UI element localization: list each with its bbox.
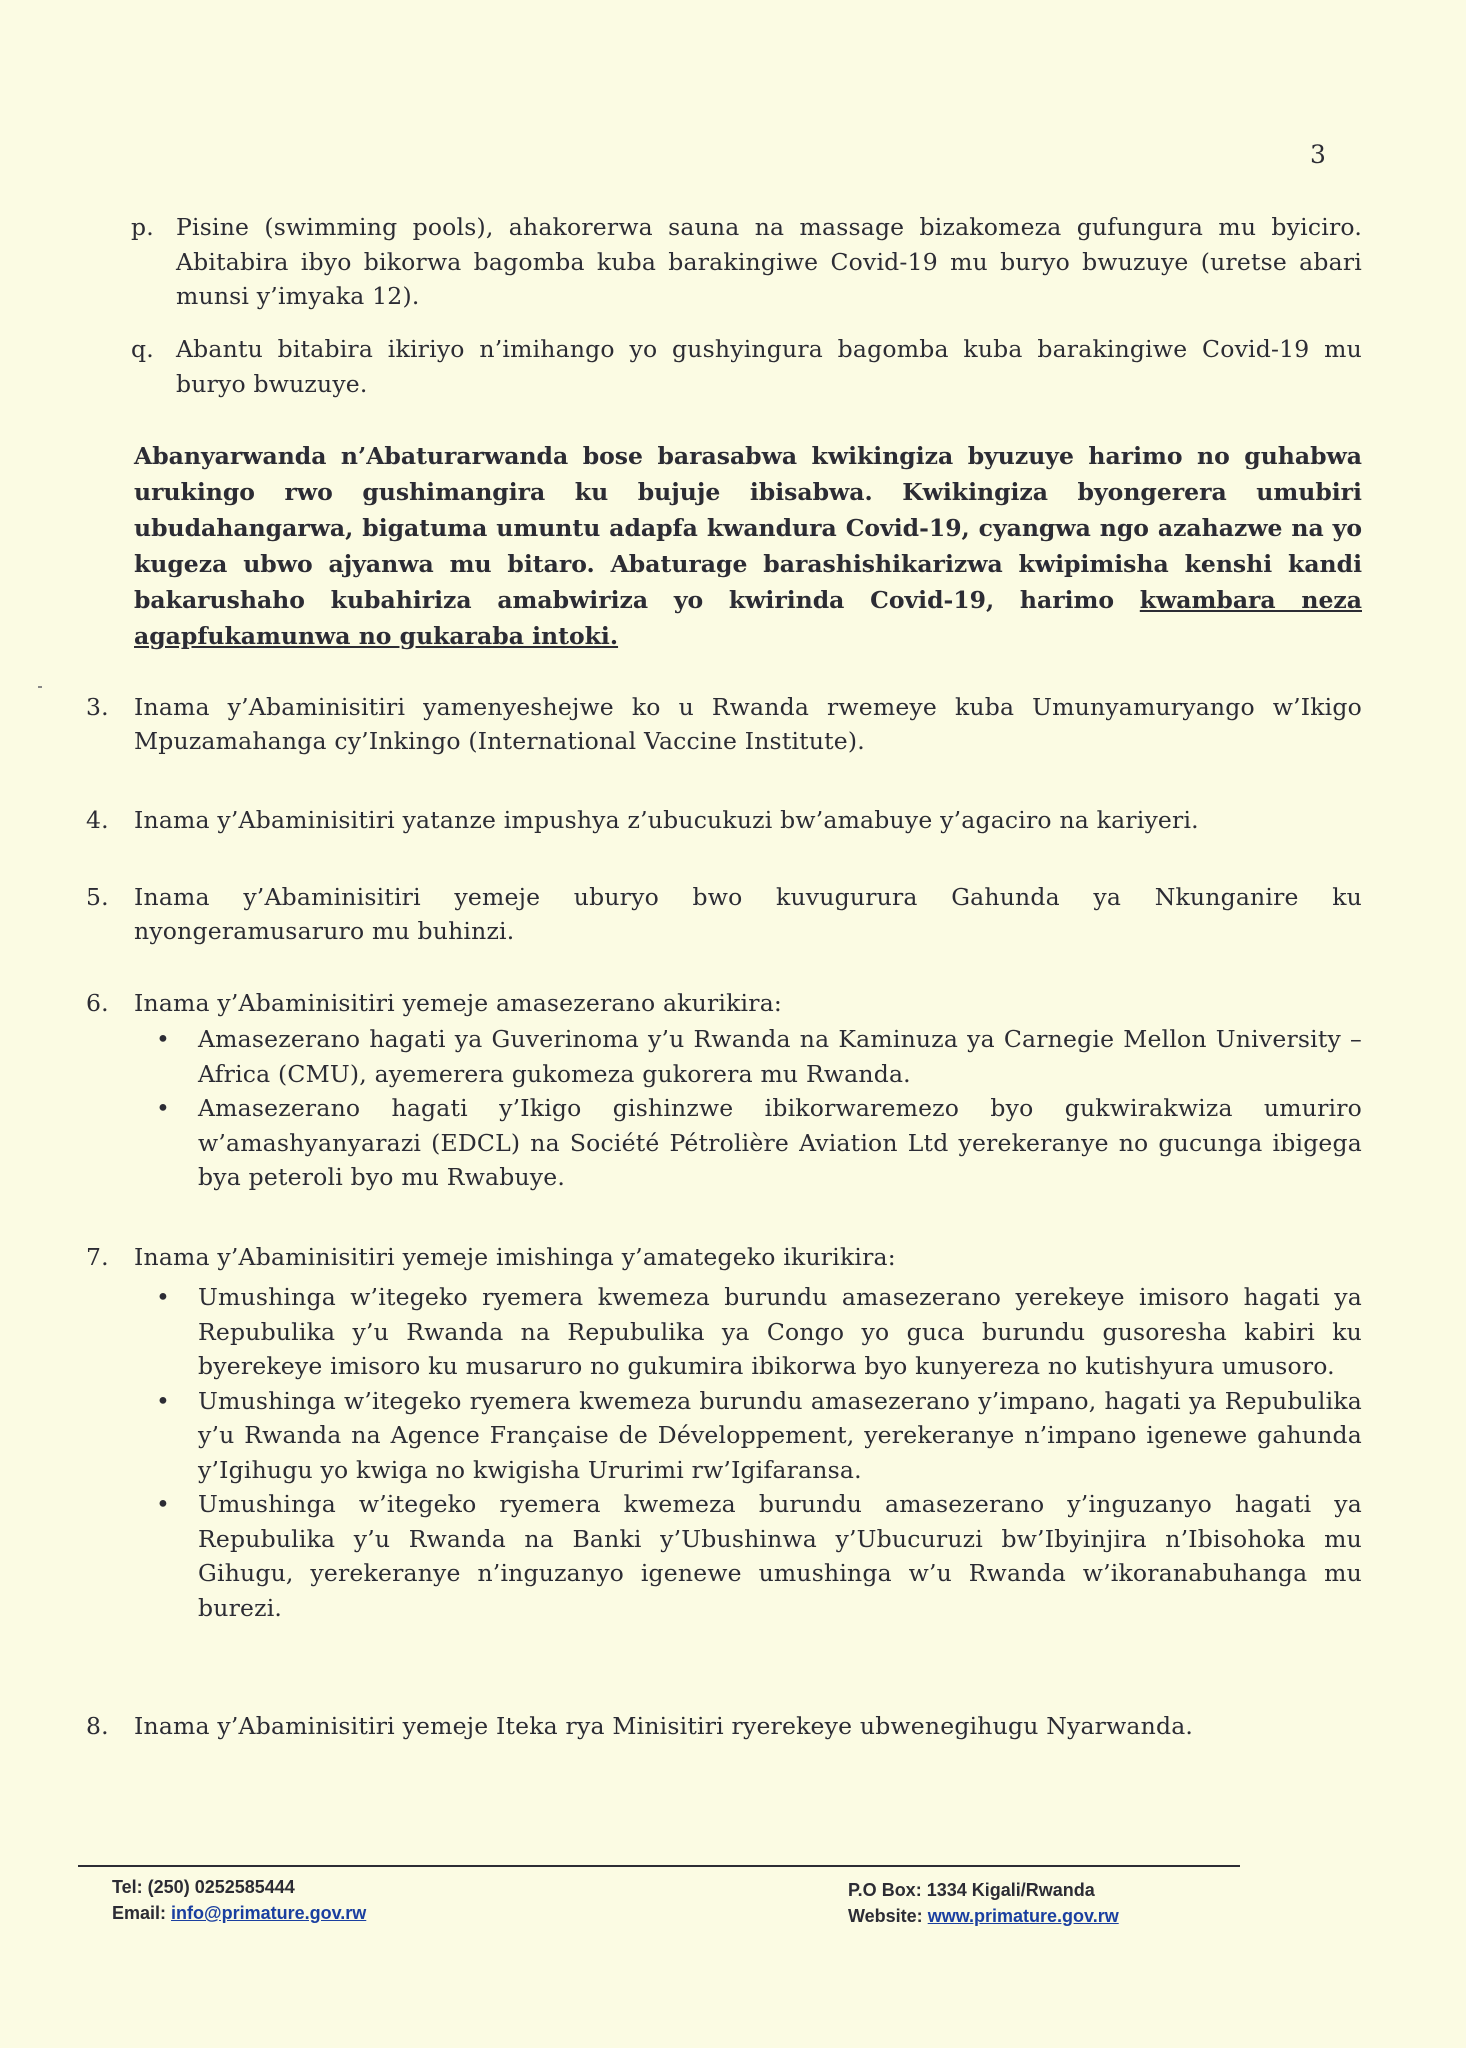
list-marker: q.	[131, 335, 154, 363]
notice-underlined-text: kwambara neza agapfukamunwa no gukaraba intoki.	[134, 586, 1362, 650]
bullet-text: Amasezerano hagati ya Guverinoma y’u Rwanda na Kaminuza ya Carnegie Mellon University – Africa (CMU), ayemerera gukomeza gukorera mu Rwanda.	[198, 1025, 1362, 1088]
vaccination-notice-paragraph	[134, 438, 1362, 654]
list-marker: p.	[131, 213, 154, 241]
bullet-icon: •	[156, 1094, 171, 1122]
footer-pobox: P.O Box: 1334 Kigali/Rwanda	[848, 1880, 1095, 1900]
footer-contact-right	[848, 1877, 1119, 1929]
list-item-p	[131, 210, 1362, 314]
notice-text: Abanyarwanda n’Abaturarwanda bose barasabwa kwikingiza byuzuye harimo no guhabwa urukingo rwo gushimangira ku bujuje ibisabwa. Kwikingiza byongerera umubiri ubudahangarwa, bigatuma umuntu adapfa kwandura Covid-19, cyangwa ngo azahazwe na yo kugeza ubwo ajyanwa mu bitaro. Abaturage barashishikarizwa kwipimisha kenshi kandi bakarushaho kubahiriza amabwiriza yo kwirinda Covid-19, harimo	[134, 442, 1362, 614]
bullet-item	[156, 1384, 1362, 1488]
bullet-text: Amasezerano hagati y’Ikigo gishinzwe ibikorwaremezo byo gukwirakwiza umuriro w’amashyanyarazi (EDCL) na Société Pétrolière Aviation Ltd yerekeranye no gucunga ibigega bya peteroli byo mu Rwabuye.	[198, 1094, 1362, 1191]
numbered-item-4	[86, 803, 1362, 837]
agreements-bullet-list	[156, 1022, 1362, 1195]
numbered-item-3	[86, 690, 1362, 758]
bullet-icon: •	[156, 1386, 171, 1415]
website-link[interactable]: www.primature.gov.rw	[927, 1906, 1119, 1926]
bullet-text: Umushinga w’itegeko ryemera kwemeza burundu amasezerano yerekeye imisoro hagati ya Repubulika y’u Rwanda na Repubulika ya Congo yo guca burundu gusoresha kabiri ku byerekeye imisoro ku musaruro no gukumira ibikorwa byo kunyereza no kutishyura umusoro.	[198, 1283, 1362, 1380]
item-number: 7.	[86, 1243, 109, 1271]
item-number: 3.	[86, 693, 109, 721]
item-number: 6.	[86, 989, 109, 1017]
scan-mark	[38, 686, 42, 688]
list-item-q	[131, 332, 1362, 401]
bullet-text: Umushinga w’itegeko ryemera kwemeza burundu amasezerano y’inguzanyo hagati ya Repubulika y’u Rwanda na Banki y’Ubushinwa y’Ubucuruzi bw’Ibyinjira n’Ibisohoka mu Gihugu, yerekeranye n’inguzanyo igenewe umushinga w’u Rwanda w’ikoranabuhanga mu burezi.	[198, 1490, 1362, 1622]
bullet-item	[156, 1022, 1362, 1091]
item-number: 8.	[86, 1712, 109, 1740]
email-link[interactable]: info@primature.gov.rw	[171, 1903, 367, 1923]
numbered-item-6	[86, 986, 1362, 1020]
bullet-icon: •	[156, 1490, 171, 1518]
page-number: 3	[1310, 140, 1326, 169]
footer-website-line	[848, 1903, 1119, 1929]
footer-divider	[78, 1865, 1240, 1867]
item-text: Inama y’Abaminisitiri yemeje uburyo bwo kuvugurura Gahunda ya Nkunganire ku nyongeramusaruro mu buhinzi.	[134, 883, 1362, 945]
numbered-item-8	[86, 1709, 1362, 1743]
bullet-item	[156, 1487, 1362, 1625]
bills-bullet-list	[156, 1280, 1362, 1625]
bullet-item	[156, 1091, 1362, 1195]
footer-website-label: Website:	[848, 1906, 928, 1926]
item-number: 4.	[86, 806, 109, 834]
footer-contact-left	[112, 1874, 366, 1926]
item-number: 5.	[86, 883, 109, 911]
list-item-text: Pisine (swimming pools), ahakorerwa sauna na massage bizakomeza gufungura mu byiciro. Abitabira ibyo bikorwa bagomba kuba barakingiwe Covid-19 mu buryo bwuzuye (uretse abari munsi y’imyaka 12).	[176, 213, 1362, 310]
list-item-text: Abantu bitabira ikiriyo n’imihango yo gushyingura bagomba kuba barakingiwe Covid-19 mu buryo bwuzuye.	[176, 335, 1362, 398]
numbered-item-5	[86, 880, 1362, 948]
item-text: Inama y’Abaminisitiri yemeje Iteka rya Minisitiri ryerekeye ubwenegihugu Nyarwanda.	[134, 1712, 1194, 1740]
footer-email-label: Email:	[112, 1903, 172, 1923]
bullet-icon: •	[156, 1025, 171, 1053]
footer-email-line	[112, 1900, 366, 1926]
item-text: Inama y’Abaminisitiri yamenyeshejwe ko u Rwanda rwemeye kuba Umunyamuryango w’Ikigo Mpuzamahanga cy’Inkingo (International Vaccine Institute).	[134, 693, 1362, 755]
bullet-text: Umushinga w’itegeko ryemera kwemeza burundu amasezerano y’impano, hagati ya Repubulika y’u Rwanda na Agence Française de Développement, yerekeranye n’impano igenewe gahunda y’Igihugu yo kwiga no kwigisha Ururimi rw’Igifaransa.	[198, 1386, 1362, 1484]
bullet-item	[156, 1280, 1362, 1384]
footer-tel: Tel: (250) 0252585444	[112, 1877, 295, 1897]
bullet-icon: •	[156, 1283, 171, 1311]
item-text: Inama y’Abaminisitiri yatanze impushya z’ubucukuzi bw’amabuye y’agaciro na kariyeri.	[134, 806, 1199, 834]
item-text: Inama y’Abaminisitiri yemeje imishinga y’amategeko ikurikira:	[134, 1243, 896, 1271]
numbered-item-7	[86, 1240, 1362, 1274]
item-text: Inama y’Abaminisitiri yemeje amasezerano akurikira:	[134, 989, 783, 1017]
